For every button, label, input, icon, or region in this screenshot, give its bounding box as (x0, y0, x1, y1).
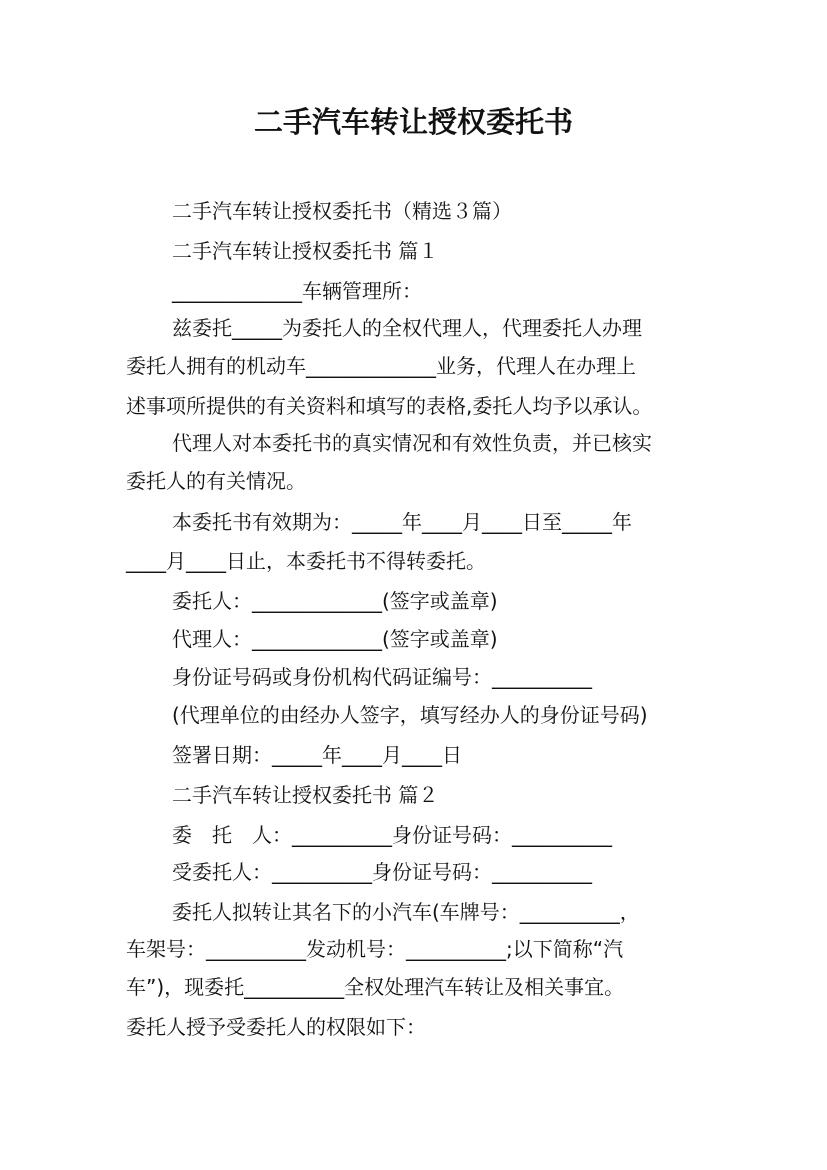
signing-date-line: 签署日期：_____年____月____日 (172, 743, 462, 767)
agent-signature-line: 代理人：_____________(签字或盖章) (172, 627, 498, 651)
body-text-line: 代理人对本委托书的真实情况和有效性负责，并已核实 (172, 431, 652, 455)
agent-id-line: 受委托人：__________身份证号码：__________ (172, 860, 592, 884)
body-text-line: 车”)，现委托__________全权处理汽车转让及相关事宜。 (126, 975, 625, 999)
subtitle-line: 二手汽车转让授权委托书（精选３篇） (172, 199, 512, 223)
section-heading-2: 二手汽车转让授权委托书 篇２ (172, 783, 439, 807)
body-text-line: 述事项所提供的有关资料和填写的表格,委托人均予以承认。 (126, 394, 653, 418)
addressee-line: _____________车辆管理所： (172, 279, 422, 303)
body-text-line: 委托人的有关情况。 (126, 469, 306, 493)
principal-id-line: 委 托 人：__________身份证号码：__________ (172, 823, 612, 847)
body-text-line: 委托人授予受委托人的权限如下： (126, 1015, 426, 1039)
principal-signature-line: 委托人：_____________(签字或盖章) (172, 589, 498, 613)
body-text-line: 兹委托_____为委托人的全权代理人，代理委托人办理 (172, 316, 642, 340)
body-text-line: 车架号：__________发动机号：__________;以下简称“汽 (126, 937, 624, 961)
section-heading-1: 二手汽车转让授权委托书 篇１ (172, 239, 439, 263)
id-number-line: 身份证号码或身份机构代码证编号：__________ (172, 665, 592, 689)
body-text-line: 委托人拟转让其名下的小汽车(车牌号：__________， (172, 900, 640, 924)
body-text-line: 委托人拥有的机动车_____________业务，代理人在办理上 (126, 354, 636, 378)
id-note-line: (代理单位的由经办人签字，填写经办人的身份证号码) (172, 703, 648, 727)
validity-period-line: 本委托书有效期为：_____年____月____日至_____年 (172, 510, 632, 534)
validity-period-line: ____月____日止，本委托书不得转委托。 (126, 549, 486, 573)
document-title: 二手汽车转让授权委托书 (253, 105, 573, 139)
